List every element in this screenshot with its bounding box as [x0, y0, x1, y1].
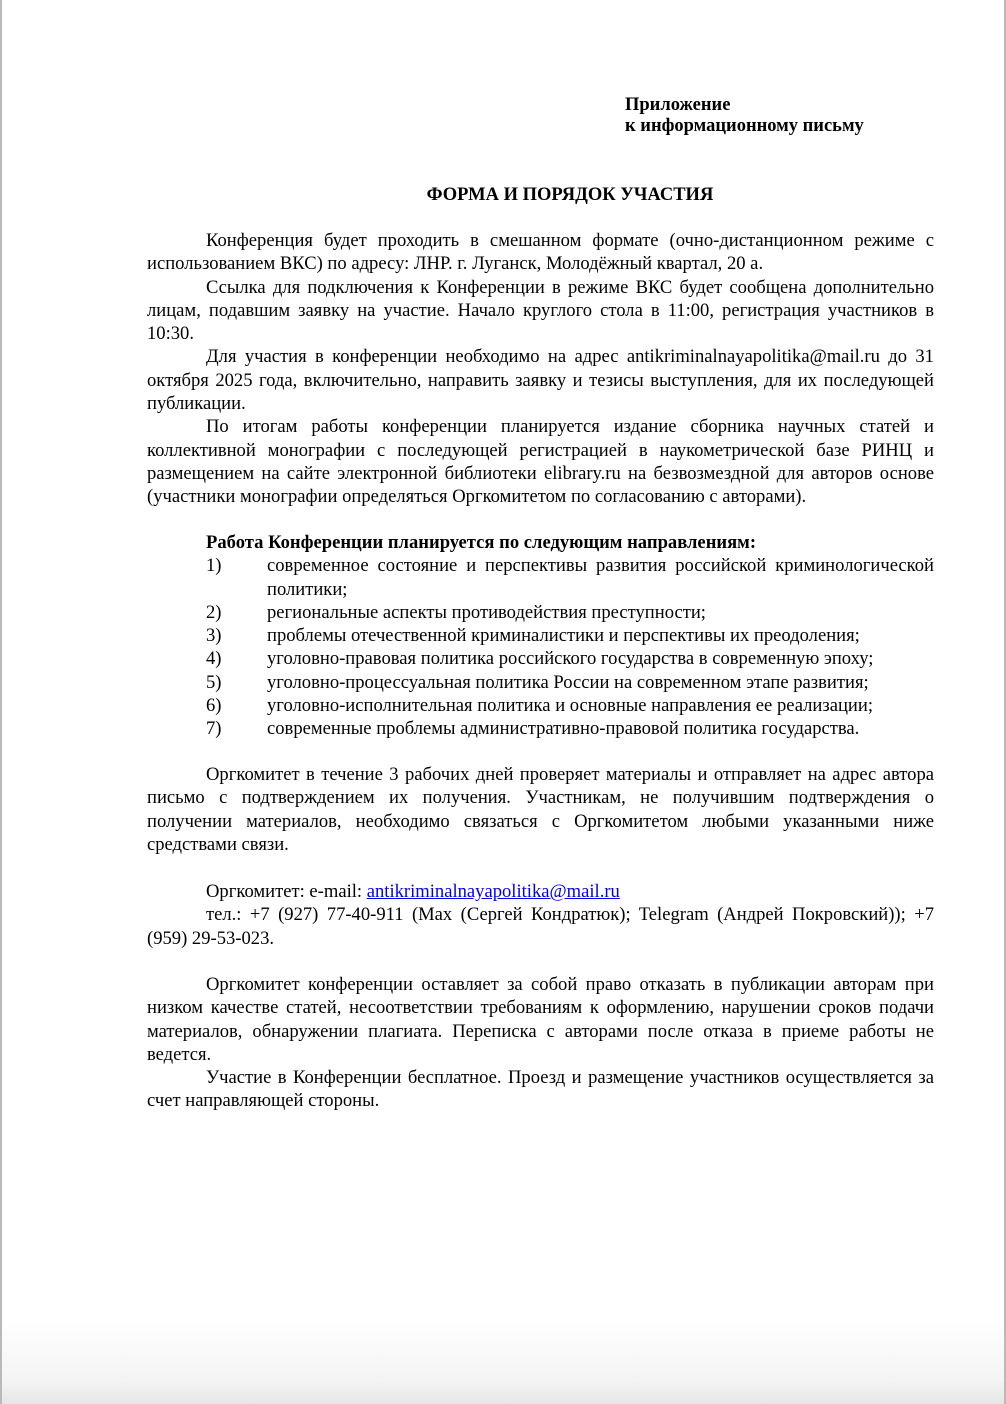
list-item — [147, 554, 934, 601]
contacts-section — [147, 880, 934, 950]
confirmation-section — [147, 763, 934, 856]
paragraph-results: По итогам работы конференции планируется издание сборника научных статей и коллективной монографии с последующей регистрацией в наукометрической базе РИНЦ и размещением на сайте электронной библиотеки elibrary.ru на безвозмездной для авторов основе (участники монографии определяться Оргкомитетом по согласованию с авторами). — [147, 416, 934, 508]
submission-email: antikriminalnayapolitika@mail.ru — [626, 346, 880, 368]
appendix-header — [625, 95, 864, 137]
contacts-phone-line: тел.: +7 (927) 77-40-911 (Max (Сергей Кондратюк); Telegram (Андрей Покровский)); +7 (959) 29-53-023. — [147, 904, 934, 949]
contacts-email-link[interactable]: antikriminalnayapolitika@mail.ru — [366, 881, 620, 902]
list-item — [147, 694, 934, 717]
submission-text-pre: Для участия в конференции необходимо на адрес — [206, 346, 627, 368]
list-item — [147, 601, 934, 624]
list-item-number: 6) — [206, 695, 222, 717]
paragraph-free-participation: Участие в Конференции бесплатное. Проезд и размещение участников осуществляется за счет направляющей стороны. — [147, 1067, 934, 1112]
page-title: ФОРМА И ПОРЯДОК УЧАСТИЯ — [426, 185, 714, 205]
paragraph-confirmation: Оргкомитет в течение 3 рабочих дней проверяет материалы и отправляет на адрес автора письмо с подтверждением их получения. Участникам, не получившим подтверждения о получении материалов, необходимо связаться с Оргкомитетом любыми указанными ниже средствами связи. — [147, 764, 934, 855]
paragraph-submission — [147, 345, 934, 415]
list-item-text: региональные аспекты противодействия преступности; — [267, 601, 706, 623]
paragraph-link-info: Ссылка для подключения к Конференции в режиме ВКС будет сообщена дополнительно лицам, подавшим заявку на участие. Начало круглого стола в 11:00, регистрация участников в 10:30. — [147, 276, 934, 345]
list-item-text: уголовно-правовая политика российского государства в современную эпоху; — [267, 648, 874, 670]
list-item — [147, 624, 934, 647]
list-item — [147, 671, 934, 694]
list-item-number: 5) — [206, 671, 222, 693]
list-item-number: 2) — [206, 601, 222, 623]
directions-section — [147, 531, 934, 741]
list-item-text: современные проблемы административно-правовой политика государства. — [267, 718, 860, 740]
submission-text-post: до 31 октября 2025 года, включительно, направить заявку и тезисы выступления, для их последующей публикации. — [147, 346, 934, 415]
list-item-text: уголовно-процессуальная политика России на современном этапе развития; — [267, 671, 869, 693]
directions-heading: Работа Конференции планируется по следующим направлениям: — [206, 532, 757, 553]
list-item-text: проблемы отечественной криминалистики и перспективы их преодоления; — [267, 625, 860, 647]
paragraph-refusal: Оргкомитет конференции оставляет за собой право отказать в публикации авторам при низком качестве статей, несоответствии требованиям к оформлению, нарушении сроков подачи материалов, обнаружении плагиата. Переписка с авторами после отказа в приеме работы не ведется. — [147, 974, 934, 1065]
list-item-number: 1) — [206, 555, 222, 577]
list-item — [147, 717, 934, 740]
directions-list — [147, 554, 934, 740]
paragraph-format: Конференция будет проходить в смешанном формате (очно-дистанционном режиме с использованием ВКС) по адресу: ЛНР. г. Луганск, Молодёжный квартал, 20 а. — [147, 230, 934, 275]
list-item-text: современное состояние и перспективы развития российской криминологической политики; — [267, 555, 934, 600]
list-item-number: 4) — [206, 648, 222, 670]
contacts-email-line — [147, 880, 934, 903]
intro-section — [147, 229, 934, 509]
appendix-line-2: к информационному письму — [625, 116, 864, 136]
list-item-number: 3) — [206, 625, 222, 647]
closing-section — [147, 973, 934, 1113]
list-item — [147, 647, 934, 670]
list-item-number: 7) — [206, 718, 222, 740]
list-item-text: уголовно-исполнительная политика и основные направления ее реализации; — [267, 695, 873, 717]
contacts-label: Оргкомитет: e-mail: — [206, 881, 367, 902]
appendix-line-1: Приложение — [625, 95, 731, 115]
